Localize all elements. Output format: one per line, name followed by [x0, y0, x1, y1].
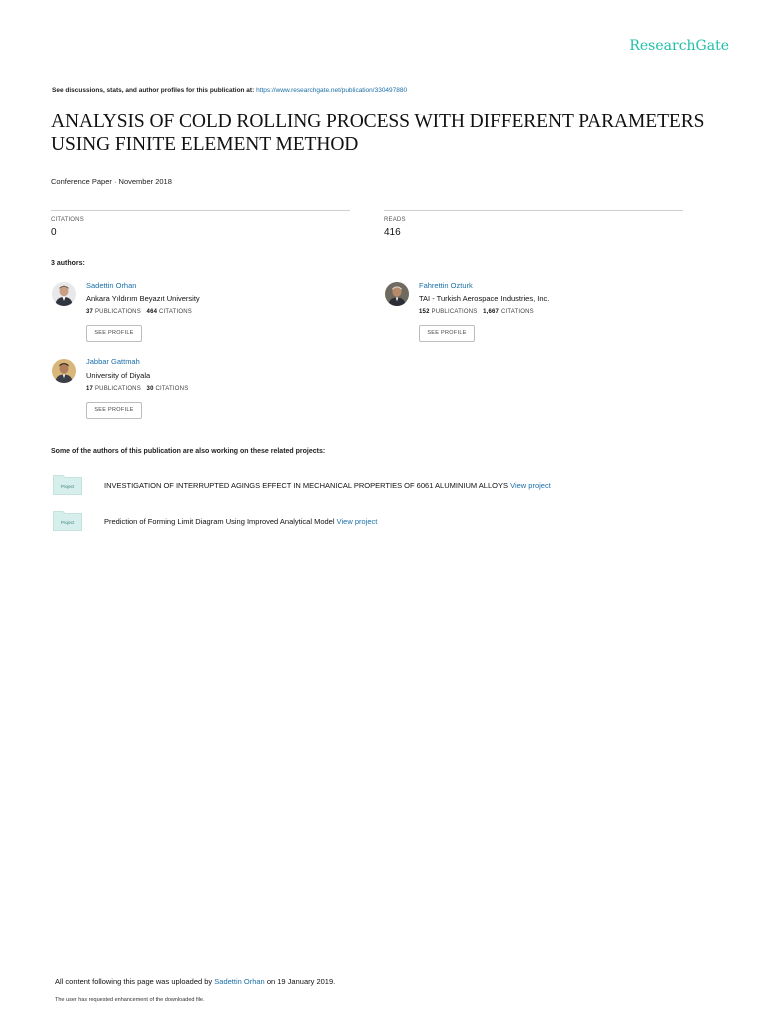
author-name-link[interactable]: Jabbar Gattmah: [86, 357, 140, 366]
project-title: INVESTIGATION OF INTERRUPTED AGINGS EFFECT IN MECHANICAL PROPERTIES OF 6061 ALUMINIUM ALLOYS: [104, 481, 508, 490]
publications-count: 152: [419, 309, 430, 315]
source-line: [52, 87, 407, 94]
project-folder-icon: [53, 474, 82, 495]
author-stats: [419, 309, 534, 315]
citations-label: CITATIONS: [155, 386, 189, 392]
view-project-link[interactable]: View project: [510, 481, 551, 490]
author-affiliation: University of Diyala: [86, 371, 151, 380]
see-profile-button[interactable]: SEE PROFILE: [86, 402, 142, 419]
paper-title: ANALYSIS OF COLD ROLLING PROCESS WITH DIFFERENT PARAMETERS USING FINITE ELEMENT METHOD: [51, 111, 705, 155]
project-tag: Project: [60, 520, 75, 525]
project-item: [104, 517, 377, 526]
author-affiliation: TAI - Turkish Aerospace Industries, Inc.: [419, 294, 550, 303]
upload-prefix: All content following this page was uploaded by: [55, 977, 213, 986]
author-affiliation: Ankara Yıldırım Beyazıt University: [86, 294, 200, 303]
author-stats: [86, 386, 188, 392]
citations-count: 1,667: [483, 309, 500, 315]
see-profile-button[interactable]: SEE PROFILE: [419, 325, 475, 342]
publications-label: PUBLICATIONS: [94, 386, 141, 392]
reads-value: 416: [384, 227, 401, 238]
project-folder-icon: [53, 510, 82, 531]
citations-label: CITATIONS: [51, 217, 84, 223]
citations-count: 30: [146, 386, 154, 392]
citations-label: CITATIONS: [159, 309, 192, 315]
publications-label: PUBLICATIONS: [431, 309, 478, 315]
avatar[interactable]: [52, 282, 76, 306]
researchgate-logo[interactable]: ResearchGate: [629, 38, 729, 54]
reads-divider: [384, 210, 683, 211]
publication-type: Conference Paper · November 2018: [51, 177, 172, 186]
source-prefix: See discussions, stats, and author profiles for this publication at:: [52, 87, 255, 94]
see-profile-button[interactable]: SEE PROFILE: [86, 325, 142, 342]
avatar[interactable]: [385, 282, 409, 306]
projects-heading: Some of the authors of this publication are also working on these related projects:: [51, 448, 326, 455]
authors-heading: 3 authors:: [51, 260, 85, 267]
reads-label: READS: [384, 217, 406, 223]
citations-count: 464: [146, 309, 158, 315]
enhancement-note: The user has requested enhancement of the downloaded file.: [55, 997, 205, 1003]
author-name-link[interactable]: Fahrettin Ozturk: [419, 281, 473, 290]
upload-note: [55, 977, 335, 986]
publications-count: 17: [86, 386, 94, 392]
view-project-link[interactable]: View project: [336, 517, 378, 526]
upload-date: on 19 January 2019.: [266, 977, 336, 986]
author-name-link[interactable]: Sadettin Orhan: [86, 281, 137, 290]
project-tag: Project: [60, 484, 75, 489]
project-title: Prediction of Forming Limit Diagram Using Improved Analytical Model: [104, 517, 335, 526]
publications-count: 37: [86, 309, 94, 315]
avatar[interactable]: [52, 359, 76, 383]
uploader-link[interactable]: Sadettin Orhan: [214, 977, 265, 986]
publication-url-link[interactable]: https://www.researchgate.net/publication/330497880: [256, 87, 408, 94]
citations-label: CITATIONS: [500, 309, 534, 315]
author-stats: [86, 309, 192, 315]
project-item: [104, 481, 551, 490]
citations-value: 0: [51, 227, 57, 238]
publications-label: PUBLICATIONS: [94, 309, 141, 315]
citations-divider: [51, 210, 350, 211]
